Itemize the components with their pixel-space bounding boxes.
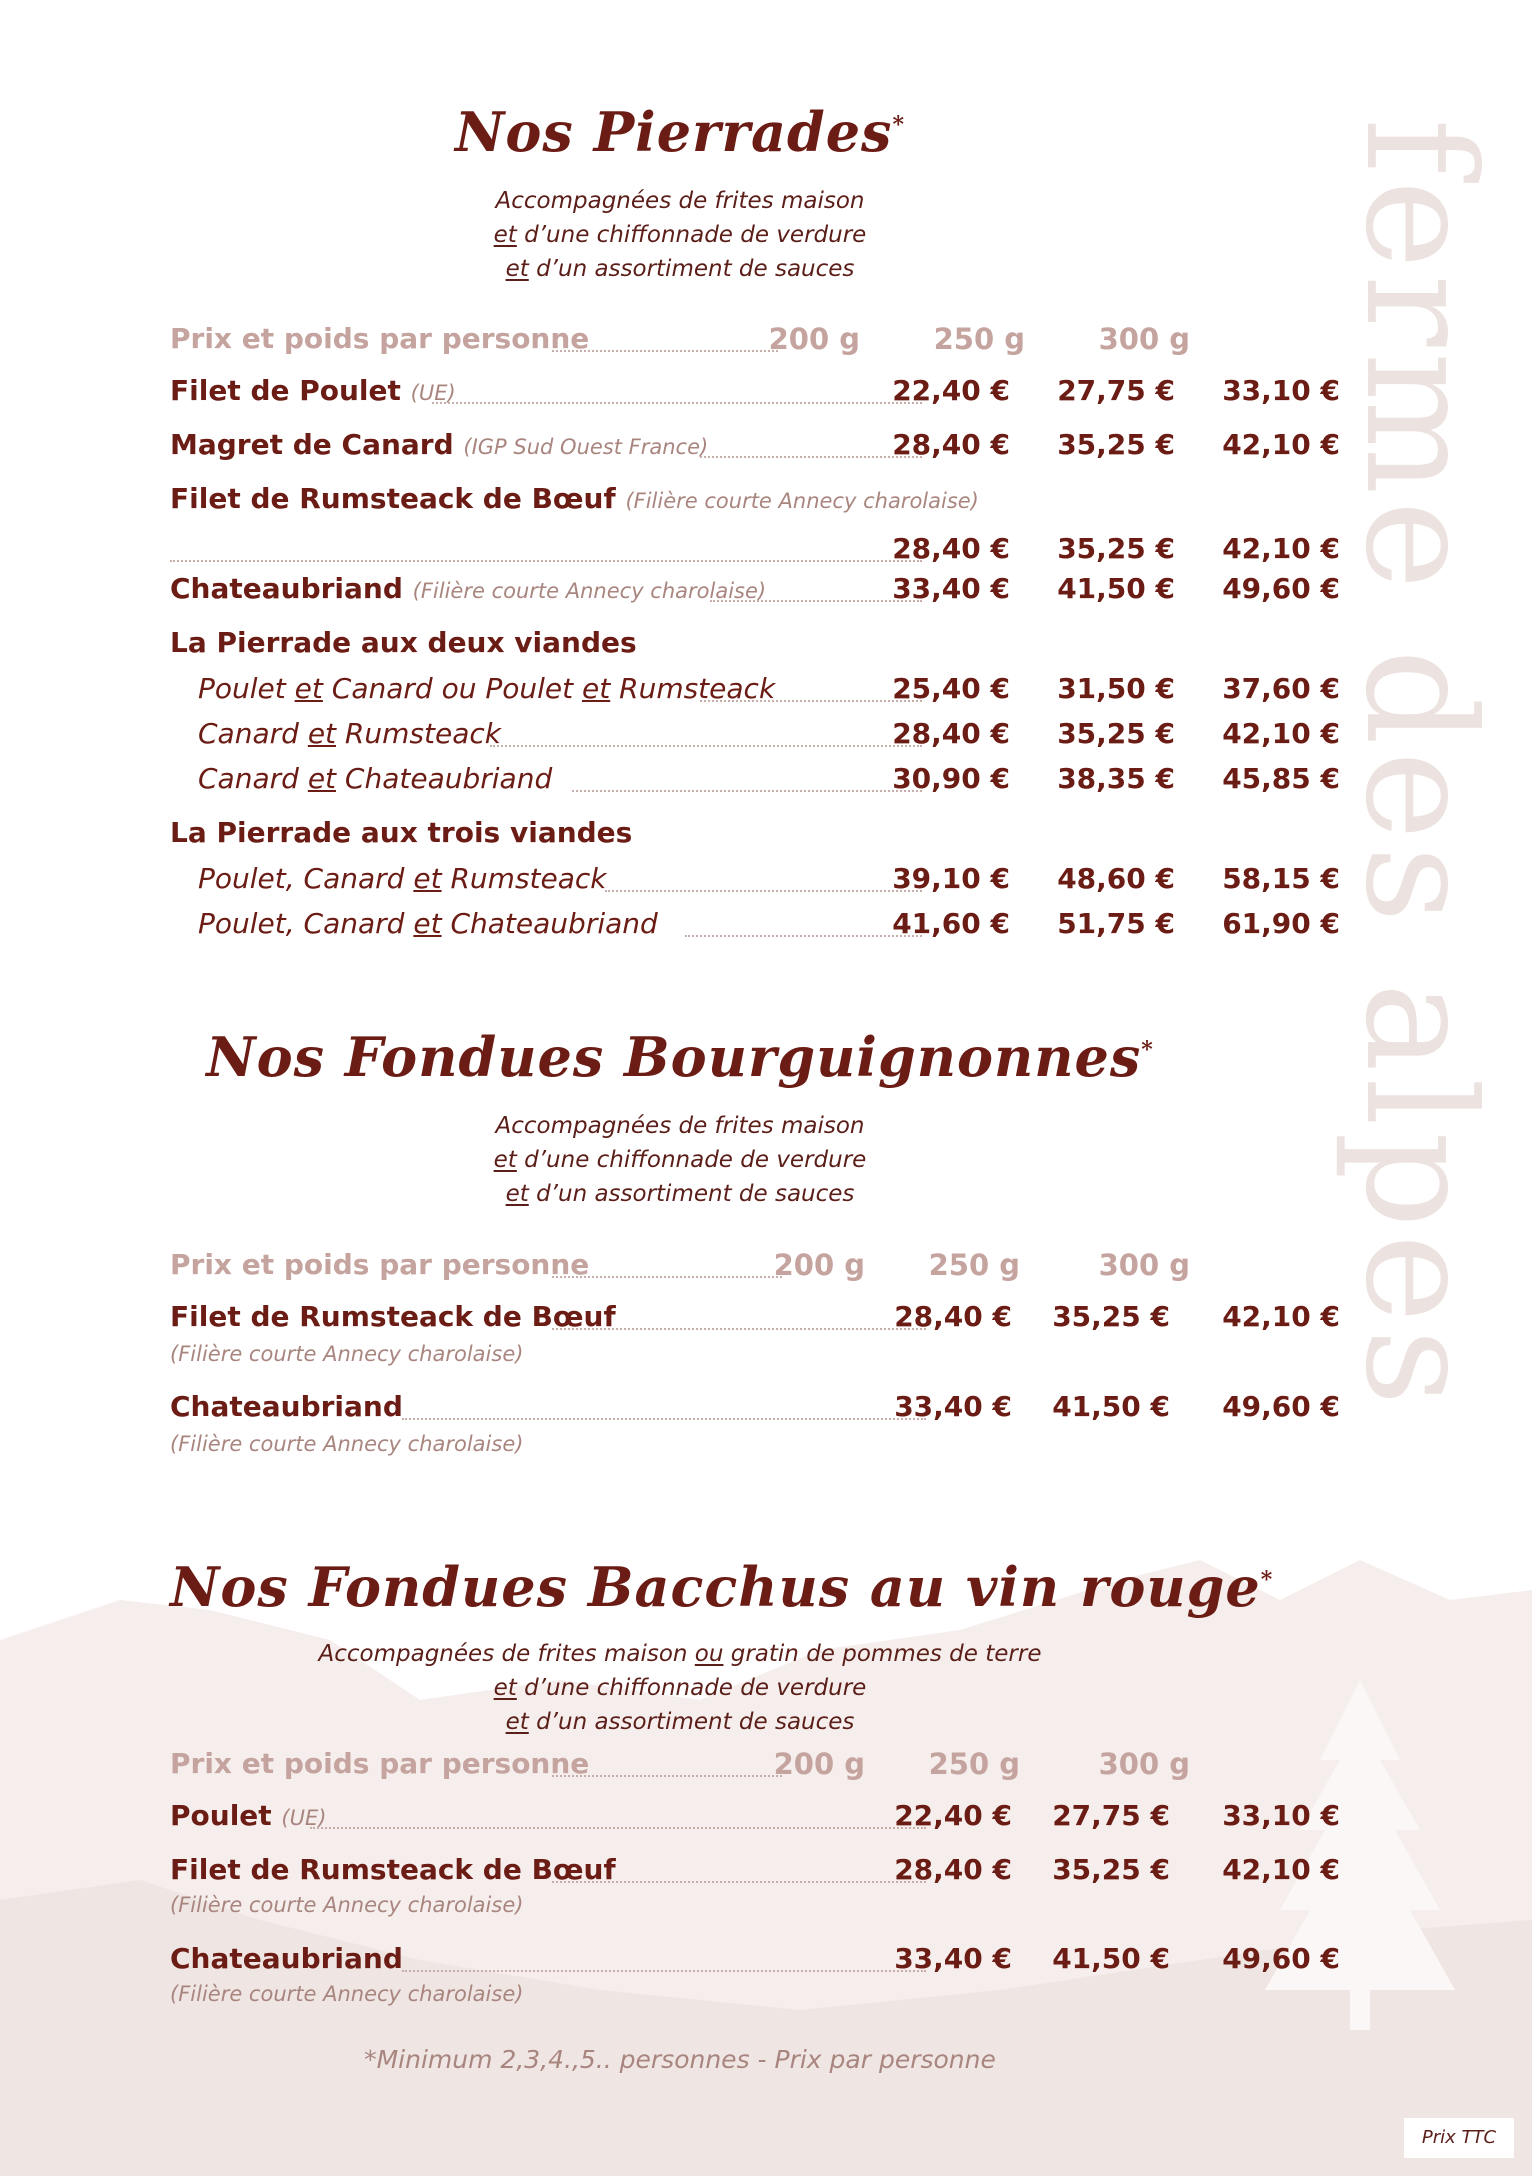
menu-row [170,1853,1340,1923]
header-weight-300: 300 g [1098,1248,1190,1282]
item-name: Poulet, Canard et Rumsteack [198,862,607,895]
price-250: 41,50 € [1052,1390,1170,1423]
price-200: 28,40 € [894,1853,1012,1886]
item-origin: (Filière courte Annecy charolaise) [412,579,767,603]
item-name: Magret de Canard [170,428,454,461]
header-weight-200: 200 g [768,322,860,356]
header-weight-300: 300 g [1098,1747,1190,1781]
price-250: 35,25 € [1052,1853,1170,1886]
group-name: La Pierrade aux trois viandes [170,816,633,849]
item-name: Chateaubriand [170,1942,403,1975]
menu-row [170,374,1340,414]
bacchus-price-table [170,1747,1340,2027]
item-origin: (Filière courte Annecy charolaise) [170,1893,524,1917]
item-origin: (IGP Sud Ouest France) [463,435,709,459]
header-weight-250: 250 g [928,1747,1020,1781]
menu-row [170,862,1340,902]
menu-row [170,428,1340,468]
menu-row [170,482,1340,572]
menu-row [170,1300,1340,1370]
section-subtitle: Accompagnées de frites maison ou gratin de pommes de terre et d’une chiffonnade de verdure et d’un assortiment de sauces [318,1641,1042,1735]
item-origin: (UE) [410,381,456,405]
price-300: 42,10 € [1222,717,1340,750]
table-header-row [170,322,1190,362]
menu-row [170,672,1340,712]
section-title: Nos Pierrades* [455,100,905,164]
price-300: 37,60 € [1222,672,1340,705]
section-fondues-bacchus [170,1555,1274,1739]
pierrades-price-table [170,322,1340,962]
item-name: Filet de Rumsteack de Bœuf [170,1300,616,1333]
group-name: La Pierrade aux deux viandes [170,626,637,659]
table-header-row [170,1747,1190,1787]
price-300: 45,85 € [1222,762,1340,795]
price-300: 42,10 € [1222,532,1340,565]
item-name: Filet de Rumsteack de Bœuf [170,482,616,515]
price-250: 41,50 € [1057,572,1175,605]
item-name: Poulet et Canard ou Poulet et Rumsteack [198,672,776,705]
price-200: 28,40 € [894,1300,1012,1333]
table-header-row [170,1248,1190,1288]
item-name: Canard et Rumsteack [198,717,501,750]
price-250: 35,25 € [1057,717,1175,750]
item-origin: (Filière courte Annecy charolaise) [170,1432,524,1456]
section-fondues-bourguignonnes [170,1025,1190,1211]
menu-row [170,762,1340,802]
price-200: 28,40 € [892,428,1010,461]
price-200: 30,90 € [892,762,1010,795]
price-200: 22,40 € [894,1799,1012,1832]
price-300: 58,15 € [1222,862,1340,895]
menu-row [170,717,1340,757]
price-250: 51,75 € [1057,907,1175,940]
menu-group-heading [170,626,1190,666]
price-200: 39,10 € [892,862,1010,895]
price-250: 48,60 € [1057,862,1175,895]
price-300: 49,60 € [1222,1942,1340,1975]
price-200: 33,40 € [894,1942,1012,1975]
price-250: 38,35 € [1057,762,1175,795]
menu-row [170,1942,1340,2012]
price-200: 25,40 € [892,672,1010,705]
price-250: 41,50 € [1052,1942,1170,1975]
price-300: 33,10 € [1222,374,1340,407]
header-weight-300: 300 g [1098,322,1190,356]
price-250: 35,25 € [1057,532,1175,565]
section-title: Nos Fondues Bacchus au vin rouge* [170,1555,1274,1619]
price-300: 49,60 € [1222,1390,1340,1423]
item-name: Poulet [170,1799,272,1832]
menu-row [170,1799,1340,1839]
vertical-brand-watermark [1332,30,1506,1500]
item-origin: (UE) [281,1806,327,1830]
header-label: Prix et poids par personne [170,1747,590,1780]
brand-text: ferme des alpes [1332,118,1506,1412]
item-name: Chateaubriand [170,1390,403,1423]
price-200: 28,40 € [892,532,1010,565]
section-subtitle: Accompagnées de frites maison et d’une chiffonnade de verdure et d’un assortiment de sauces [493,1113,867,1207]
menu-row [170,1390,1340,1460]
price-200: 33,40 € [892,572,1010,605]
price-250: 35,25 € [1052,1300,1170,1333]
section-subtitle: Accompagnées de frites maison et d’une chiffonnade de verdure et d’un assortiment de sauces [493,188,867,282]
price-250: 27,75 € [1052,1799,1170,1832]
price-300: 42,10 € [1222,1853,1340,1886]
item-name: Canard et Chateaubriand [198,762,553,795]
header-weight-200: 200 g [773,1248,865,1282]
header-label: Prix et poids par personne [170,322,590,355]
header-weight-250: 250 g [928,1248,1020,1282]
item-name: Chateaubriand [170,572,403,605]
menu-row [170,907,1340,947]
price-300: 42,10 € [1222,428,1340,461]
header-weight-250: 250 g [933,322,1025,356]
item-origin: (Filière courte Annecy charolaise) [625,489,979,513]
price-250: 27,75 € [1057,374,1175,407]
price-300: 49,60 € [1222,572,1340,605]
item-origin: (Filière courte Annecy charolaise) [170,1342,524,1366]
price-200: 41,60 € [892,907,1010,940]
price-300: 61,90 € [1222,907,1340,940]
price-300: 42,10 € [1222,1300,1340,1333]
section-pierrades [170,100,1190,286]
bourguignonnes-price-table [170,1248,1340,1468]
price-200: 28,40 € [892,717,1010,750]
header-weight-200: 200 g [773,1747,865,1781]
menu-row [170,572,1340,612]
item-name: Poulet, Canard et Chateaubriand [198,907,658,940]
price-250: 31,50 € [1057,672,1175,705]
item-origin: (Filière courte Annecy charolaise) [170,1982,524,2006]
prix-ttc-label: Prix TTC [1404,2118,1514,2158]
price-300: 33,10 € [1222,1799,1340,1832]
price-200: 33,40 € [894,1390,1012,1423]
menu-group-heading [170,816,1190,856]
price-250: 35,25 € [1057,428,1175,461]
price-200: 22,40 € [892,374,1010,407]
minimum-persons-footnote: *Minimum 2,3,4.,5.. personnes - Prix par personne [364,2045,996,2074]
section-title: Nos Fondues Bourguignonnes* [206,1025,1154,1089]
header-label: Prix et poids par personne [170,1248,590,1281]
item-name: Filet de Rumsteack de Bœuf [170,1853,616,1886]
item-name: Filet de Poulet [170,374,401,407]
